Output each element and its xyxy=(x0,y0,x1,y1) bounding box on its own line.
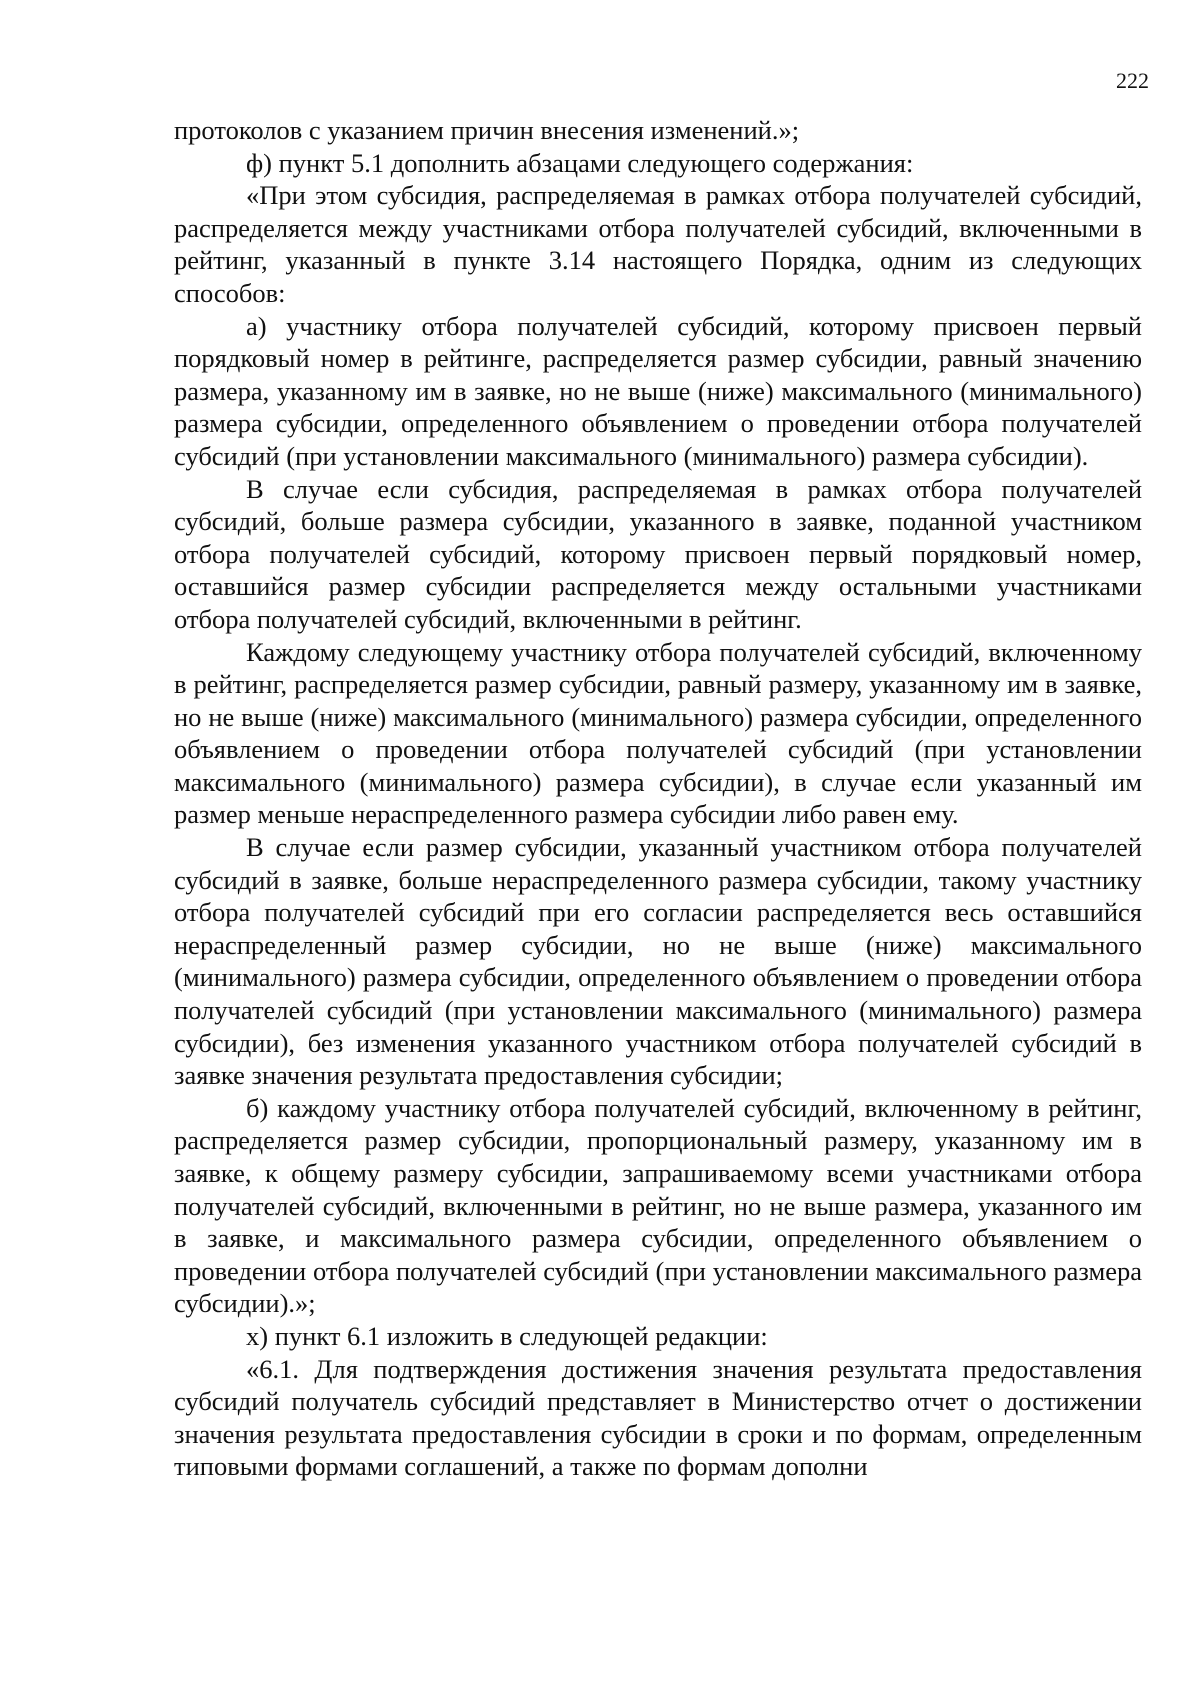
paragraph: б) каждому участнику отбора получателей субсидий, включенному в рейтинг, распределяется размер субсидии, пропорциональный размеру, указанному им в заявке, к общему размеру субсидии, запрашиваемому всеми участниками отбора получателей субсидий, включенными в рейтинг, но не выше размера, указанного им в заявке, и максимального размера субсидии, определенного объявлением о проведении отбора получателей субсидий (при установлении максимального размера субсидии).»; xyxy=(174,1092,1142,1319)
page-number: 222 xyxy=(1116,68,1149,93)
paragraph: Каждому следующему участнику отбора получателей субсидий, включенному в рейтинг, распределяется размер субсидии, равный размеру, указанному им в заявке, но не выше (ниже) максимального (минимального) размера субсидии, определенного объявлением о проведении отбора получателей субсидий (при установлении максимального (минимального) размера субсидии), в случае если указанный им размер меньше нераспределенного размера субсидии либо равен ему. xyxy=(174,636,1142,830)
paragraph: В случае если размер субсидии, указанный участником отбора получателей субсидий в заявке, больше нераспределенного размера субсидии, такому участнику отбора получателей субсидий при его согласии распределяется весь оставшийся нераспределенный размер субсидии, но не выше (ниже) максимального (минимального) размера субсидии, определенного объявлением о проведении отбора получателей субсидий (при установлении максимального (минимального) размера субсидии), без изменения указанного участником отбора получателей субсидий в заявке значения результата предоставления субсидии; xyxy=(174,832,1142,1091)
paragraph: В случае если субсидия, распределяемая в рамках отбора получателей субсидий, больше размера субсидии, указанного в заявке, поданной участником отбора получателей субсидий, которому присвоен первый порядковый номер, оставшийся размер субсидии распределяется между остальными участниками отбора получателей субсидий, включенными в рейтинг. xyxy=(174,473,1142,634)
paragraph: «При этом субсидия, распределяемая в рамках отбора получателей субсидий, распределяется между участниками отбора получателей субсидий, включенными в рейтинг, указанный в пункте 3.14 настоящего Порядка, одним из следующих способов: xyxy=(174,180,1142,308)
paragraph: ф) пункт 5.1 дополнить абзацами следующего содержания: xyxy=(246,147,914,178)
paragraph: «6.1. Для подтверждения достижения значения результата предоставления субсидий получатель субсидий представляет в Министерство отчет о достижении значения результата предоставления субсидии в сроки и по формам, определенным типовыми формами соглашений, а также по формам дополни xyxy=(174,1353,1142,1482)
paragraph: а) участнику отбора получателей субсидий, которому присвоен первый порядковый номер в рейтинге, распределяется размер субсидии, равный значению размера, указанному им в заявке, но не выше (ниже) максимального (минимального) размера субсидии, определенного объявлением о проведении отбора получателей субсидий (при установлении максимального (минимального) размера субсидии). xyxy=(174,310,1142,471)
paragraph: х) пункт 6.1 изложить в следующей редакции: xyxy=(246,1320,768,1351)
document-body xyxy=(174,114,1142,1483)
paragraph: протоколов с указанием причин внесения изменений.»; xyxy=(174,115,800,145)
